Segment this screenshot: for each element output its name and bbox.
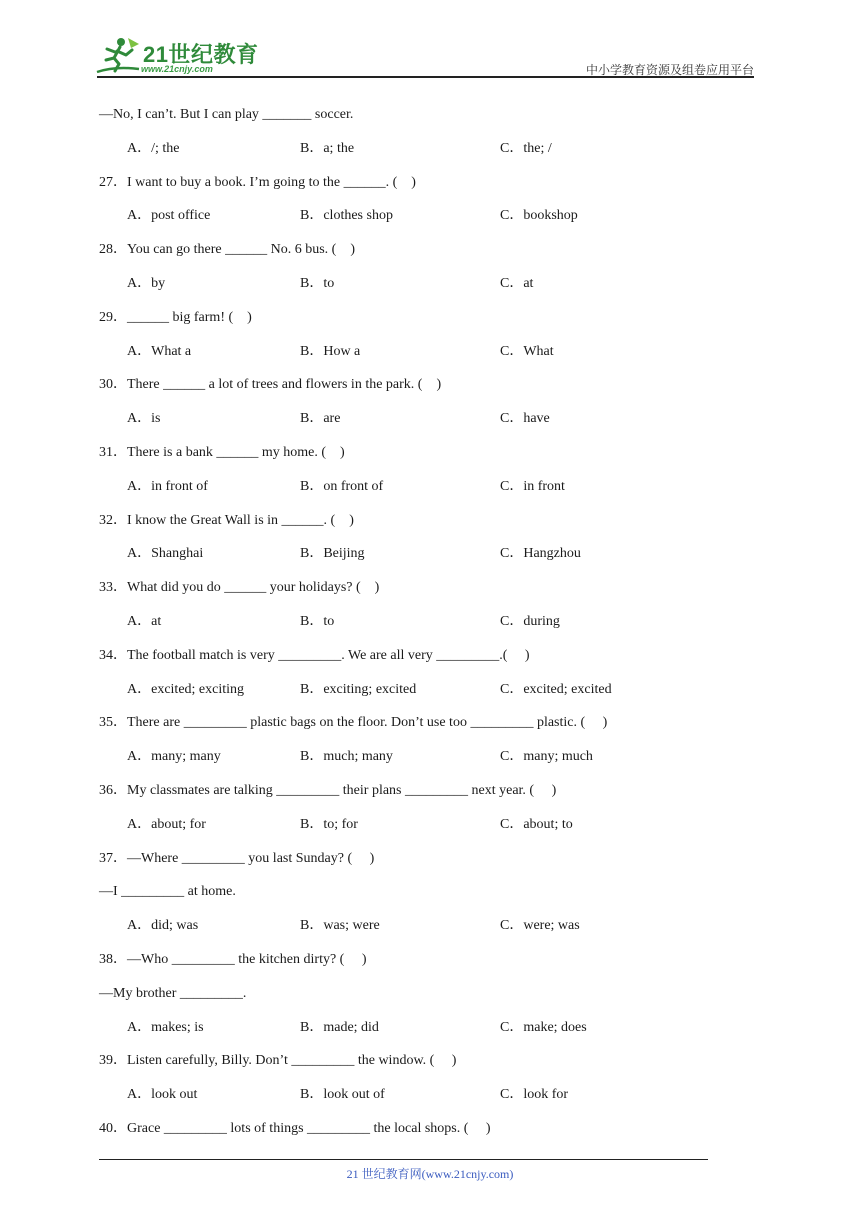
question-stem: —No, I can’t. But I can play _______ soccer.: [99, 107, 354, 122]
question-stem: 40．Grace _________ lots of things _________ the local shops. ( ): [99, 1121, 491, 1136]
question-stem: —My brother _________.: [99, 986, 247, 1001]
option-a: A．excited; exciting: [127, 682, 245, 697]
answer-options: [127, 917, 727, 935]
answer-options: [127, 207, 727, 225]
option-a: A．about; for: [127, 817, 206, 832]
option-c: C．during: [500, 614, 560, 629]
answer-options: [127, 816, 727, 834]
site-logo: [95, 36, 265, 80]
option-b: B．look out of: [300, 1087, 385, 1102]
question-stem: 36．My classmates are talking _________ their plans _________ next year. ( ): [99, 783, 557, 798]
option-b: B．a; the: [300, 141, 355, 156]
option-b: B．clothes shop: [300, 208, 393, 223]
option-a: A．did; was: [127, 918, 199, 933]
option-b: B．How a: [300, 344, 361, 359]
option-a: A．Shanghai: [127, 546, 204, 561]
option-c: C．have: [500, 411, 550, 426]
answer-options: [127, 478, 727, 496]
question-stem: 29．______ big farm! ( ): [99, 310, 252, 325]
option-a: A．/; the: [127, 141, 180, 156]
header-divider: [97, 76, 754, 78]
option-c: C．bookshop: [500, 208, 578, 223]
option-a: A．post office: [127, 208, 211, 223]
answer-options: [127, 140, 727, 158]
answer-options: [127, 275, 727, 293]
option-c: C．What: [500, 344, 554, 359]
question-stem: 30．There ______ a lot of trees and flowers in the park. ( ): [99, 377, 442, 392]
answer-options: [127, 545, 727, 563]
option-a: A．What a: [127, 344, 192, 359]
option-c: C．Hangzhou: [500, 546, 581, 561]
question-stem: 27．I want to buy a book. I’m going to the ______. ( ): [99, 175, 416, 190]
question-stem: 39．Listen carefully, Billy. Don’t _________ the window. ( ): [99, 1053, 457, 1068]
option-c: C．the; /: [500, 141, 552, 156]
page-header: [0, 0, 860, 80]
header-slogan: 中小学教育资源及组卷应用平台: [585, 63, 754, 77]
option-c: C．in front: [500, 479, 565, 494]
option-a: A．at: [127, 614, 162, 629]
option-b: B．are: [300, 411, 341, 426]
option-b: B．on front of: [300, 479, 384, 494]
question-stem: 35．There are _________ plastic bags on the floor. Don’t use too _________ plastic. ( ): [99, 715, 608, 730]
option-a: A．many; many: [127, 749, 221, 764]
question-stem: 34．The football match is very _________. We are all very _________.( ): [99, 648, 530, 663]
runner-logo-icon: [95, 36, 141, 76]
option-b: B．to: [300, 276, 335, 291]
question-stem: 33．What did you do ______ your holidays? ( ): [99, 580, 380, 595]
option-c: C．excited; excited: [500, 682, 612, 697]
option-c: C．look for: [500, 1087, 569, 1102]
answer-options: [127, 748, 727, 766]
option-a: A．makes; is: [127, 1020, 204, 1035]
question-stem: 37．—Where _________ you last Sunday? ( ): [99, 851, 375, 866]
option-c: C．many; much: [500, 749, 593, 764]
option-b: B．to: [300, 614, 335, 629]
option-c: C．make; does: [500, 1020, 587, 1035]
option-c: C．were; was: [500, 918, 580, 933]
answer-options: [127, 1086, 727, 1104]
question-stem: 31．There is a bank ______ my home. ( ): [99, 445, 345, 460]
option-b: B．exciting; excited: [300, 682, 417, 697]
answer-options: [127, 410, 727, 428]
option-b: B．Beijing: [300, 546, 365, 561]
option-c: C．about; to: [500, 817, 573, 832]
option-b: B．much; many: [300, 749, 393, 764]
option-c: C．at: [500, 276, 534, 291]
option-a: A．look out: [127, 1087, 198, 1102]
answer-options: [127, 343, 727, 361]
question-stem: —I _________ at home.: [99, 884, 236, 899]
logo-url: www.21cnjy.com: [141, 64, 213, 74]
answer-options: [127, 613, 727, 631]
option-b: B．was; were: [300, 918, 380, 933]
question-stem: 32．I know the Great Wall is in ______. ( ): [99, 513, 354, 528]
option-a: A．in front of: [127, 479, 208, 494]
logo-text: 21世纪教育: [143, 42, 259, 67]
option-b: B．to; for: [300, 817, 358, 832]
option-a: A．is: [127, 411, 161, 426]
footer-source: 21 世纪教育网(www.21cnjy.com): [346, 1167, 514, 1181]
answer-options: [127, 681, 727, 699]
footer-divider: [99, 1159, 708, 1160]
question-stem: 38．—Who _________ the kitchen dirty? ( ): [99, 952, 367, 967]
option-a: A．by: [127, 276, 166, 291]
option-b: B．made; did: [300, 1020, 379, 1035]
question-stem: 28．You can go there ______ No. 6 bus. ( ): [99, 242, 355, 257]
answer-options: [127, 1019, 727, 1037]
